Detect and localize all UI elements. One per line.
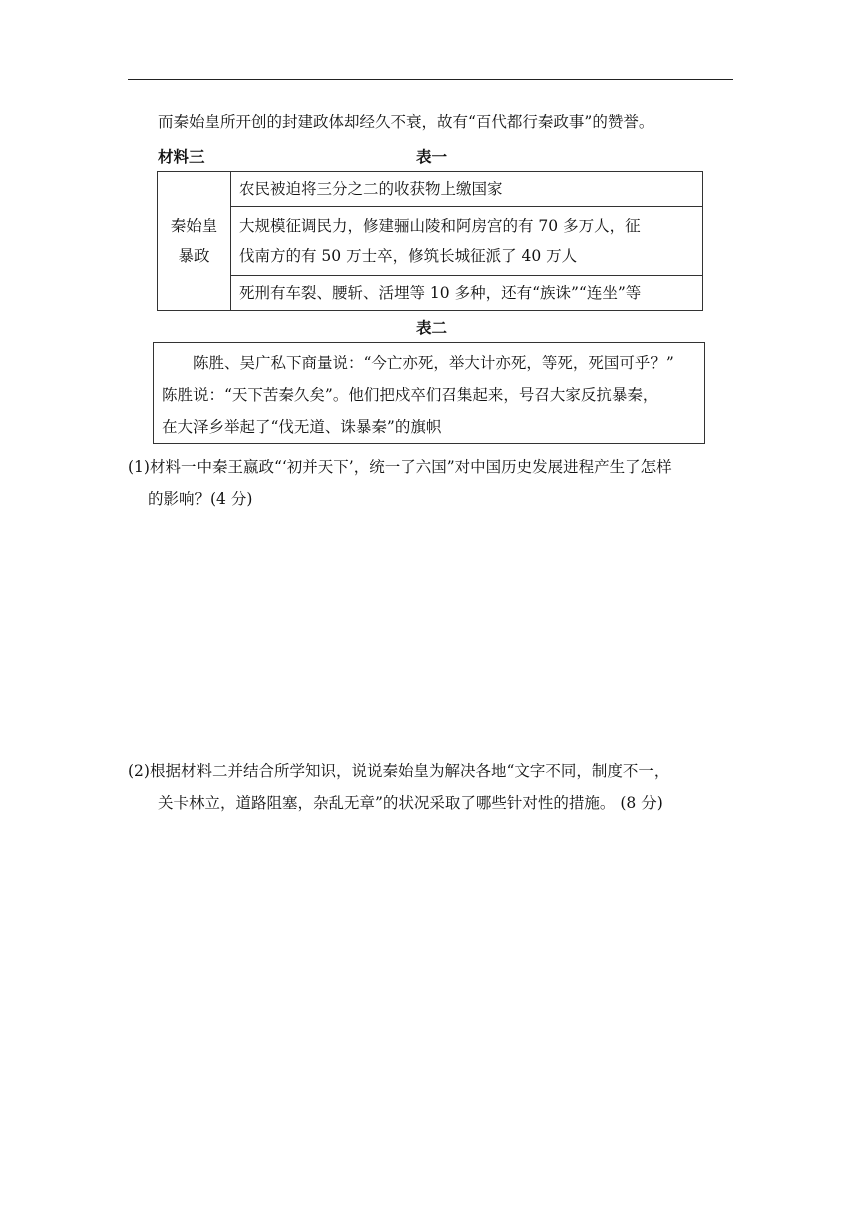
table2-line: 陈胜说：“天下苦秦久矣”。他们把戍卒们召集起来，号召大家反抗暴秦， bbox=[162, 386, 659, 404]
table1 bbox=[157, 171, 703, 311]
table2-box bbox=[153, 342, 705, 444]
question1-text: (1)材料一中秦王嬴政“‘初并天下’，统一了六国”对中国历史发展进程产生了怎样 bbox=[128, 458, 672, 476]
row-header-line: 秦始皇 bbox=[170, 217, 218, 235]
table1-cell-text: 大规模征调民力，修建骊山陵和阿房宫的有 70 多万人，征 bbox=[239, 217, 641, 235]
intro-text: 而秦始皇所开创的封建政体却经久不衰，故有“百代都行秦政事”的赞誉。 bbox=[158, 113, 655, 131]
table1-title: 表一 bbox=[416, 147, 448, 166]
table1-row-header bbox=[158, 172, 231, 311]
table1-cell bbox=[231, 172, 703, 207]
row-header-line: 暴政 bbox=[178, 247, 210, 265]
table2-line: 在大泽乡举起了“伐无道、诛暴秦”的旗帜 bbox=[162, 418, 442, 436]
material3-label: 材料三 bbox=[158, 147, 205, 166]
table1-cell-text: 农民被迫将三分之二的收获物上缴国家 bbox=[239, 180, 503, 198]
table1-cell-text: 伐南方的有 50 万士卒，修筑长城征派了 40 万人 bbox=[239, 247, 578, 265]
table1-cell bbox=[231, 207, 703, 276]
table2-line: 陈胜、吴广私下商量说：“今亡亦死，举大计亦死，等死，死国可乎？” bbox=[193, 354, 674, 372]
table2-title: 表二 bbox=[416, 318, 448, 337]
table1-cell-text: 死刑有车裂、腰斩、活埋等 10 多种，还有“族诛”“连坐”等 bbox=[239, 284, 642, 302]
top-divider bbox=[128, 79, 733, 80]
table1-cell bbox=[231, 276, 703, 311]
question1-text: 的影响？(4 分) bbox=[148, 490, 253, 508]
question2-text: (2)根据材料二并结合所学知识，说说秦始皇为解决各地“文字不同，制度不一， bbox=[128, 762, 670, 780]
question2-text: 关卡林立，道路阻塞，杂乱无章”的状况采取了哪些针对性的措施。 (8 分) bbox=[158, 794, 663, 812]
